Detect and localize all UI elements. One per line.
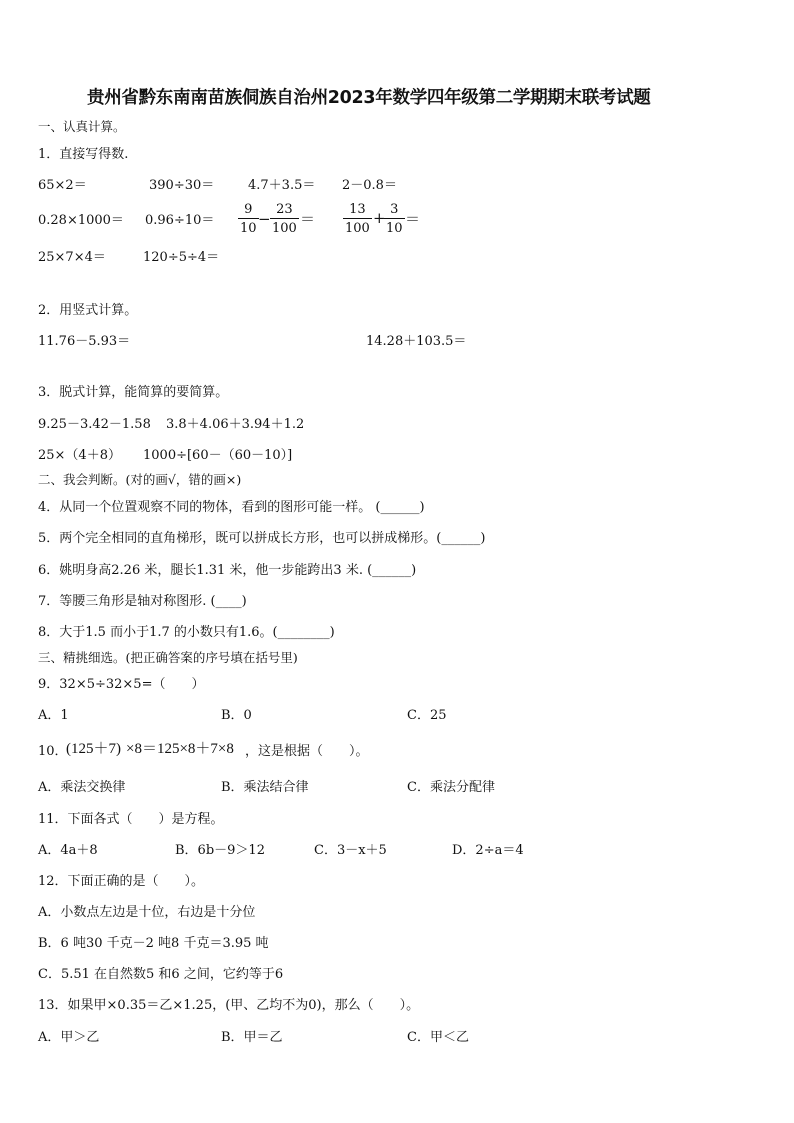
q1-item: 65×2＝ (38, 178, 87, 193)
q1-item: 390÷30＝ (149, 178, 215, 193)
option: C．5.51 在自然数5 和6 之间，它约等于6 (38, 967, 284, 982)
option: A．4a＋8 (38, 843, 98, 858)
q3-label: 3．脱式计算，能简算的要简算。 (38, 385, 229, 400)
q1-item: 25×7×4＝ (38, 250, 106, 265)
plus-sign: + (373, 209, 386, 227)
q9-stem: 9．32×5÷32×5=（ ） (38, 677, 205, 692)
judge-item: 7．等腰三角形是轴对称图形. (____) (38, 594, 247, 609)
q2-label: 2．用竖式计算。 (38, 303, 138, 318)
numerator: 13 (343, 203, 372, 219)
option: B．乘法结合律 (221, 780, 309, 795)
section2-heading: 二、我会判断。(对的画√，错的画×) (38, 472, 242, 487)
option: A．小数点左边是十位，右边是十分位 (38, 905, 256, 920)
option: C．25 (407, 708, 447, 723)
option: B．6b－9＞12 (175, 843, 265, 858)
numerator: 3 (384, 203, 405, 219)
q10-expression-part: ×8＝125×8＋7×8 (126, 741, 234, 757)
judge-item: 8．大于1.5 而小于1.7 的小数只有1.6。(________) (38, 625, 335, 640)
q10-stem-tail: ，这是根据（ ）。 (245, 744, 369, 759)
judge-item: 6．姚明身高2.26 米，腿长1.31 米，他一步能跨出3 米. (______) (38, 563, 417, 578)
q1-item: 0.28×1000＝ (38, 213, 124, 228)
equals-sign: ＝ (405, 210, 421, 228)
page-title: 贵州省黔东南南苗族侗族自治州2023年数学四年级第二学期期末联考试题 (87, 88, 651, 108)
option: B．0 (221, 708, 252, 723)
q11-stem: 11．下面各式（ ）是方程。 (38, 812, 224, 827)
option: B．甲＝乙 (221, 1030, 283, 1045)
option: A．1 (38, 708, 69, 723)
q1-item: 4.7＋3.5＝ (248, 178, 316, 193)
q2-item: 11.76－5.93＝ (38, 334, 131, 349)
q3-item: 1000÷[60－（60－10）] (143, 448, 293, 463)
option: D．2÷a＝4 (452, 843, 524, 858)
q3-item: 9.25－3.42－1.58 (38, 417, 151, 432)
q2-item: 14.28＋103.5＝ (366, 334, 467, 349)
judge-item: 4．从同一个位置观察不同的物体，看到的图形可能一样。 (______) (38, 500, 425, 515)
q1-item: 120÷5÷4＝ (143, 250, 220, 265)
denominator: 10 (240, 221, 257, 236)
judge-item: 5．两个完全相同的直角梯形，既可以拼成长方形，也可以拼成梯形。(______) (38, 531, 486, 546)
q3-item: 3.8＋4.06＋3.94＋1.2 (166, 417, 305, 432)
fraction-3-10 (384, 203, 405, 235)
fraction-13-100 (343, 203, 372, 235)
fraction-9-10 (238, 203, 259, 235)
q1-item: 2－0.8＝ (342, 178, 397, 193)
q10-expression-part: (125＋7) (66, 741, 121, 757)
option: C．3－x＋5 (314, 843, 387, 858)
option: A．甲＞乙 (38, 1030, 100, 1045)
option: A．乘法交换律 (38, 780, 126, 795)
fraction-23-100 (270, 203, 299, 235)
q12-stem: 12．下面正确的是（ ）。 (38, 874, 205, 889)
q1-item: 0.96÷10＝ (145, 213, 215, 228)
q10-number: 10． (38, 744, 68, 759)
equals-sign: ＝ (300, 210, 316, 228)
q1-label: 1．直接写得数. (38, 147, 129, 162)
option: C．甲＜乙 (407, 1030, 469, 1045)
numerator: 23 (270, 203, 299, 219)
section3-heading: 三、精挑细选。(把正确答案的序号填在括号里) (38, 650, 298, 665)
option: C．乘法分配律 (407, 780, 495, 795)
numerator: 9 (238, 203, 259, 219)
section1-heading: 一、认真计算。 (38, 119, 126, 134)
denominator: 100 (345, 221, 370, 236)
q3-item: 25×（4＋8） (38, 448, 121, 463)
minus-sign: − (258, 210, 271, 228)
denominator: 10 (386, 221, 403, 236)
denominator: 100 (272, 221, 297, 236)
q13-stem: 13．如果甲×0.35＝乙×1.25，(甲、乙均不为0)，那么（ ）。 (38, 998, 420, 1013)
option: B．6 吨30 千克－2 吨8 千克＝3.95 吨 (38, 936, 269, 951)
